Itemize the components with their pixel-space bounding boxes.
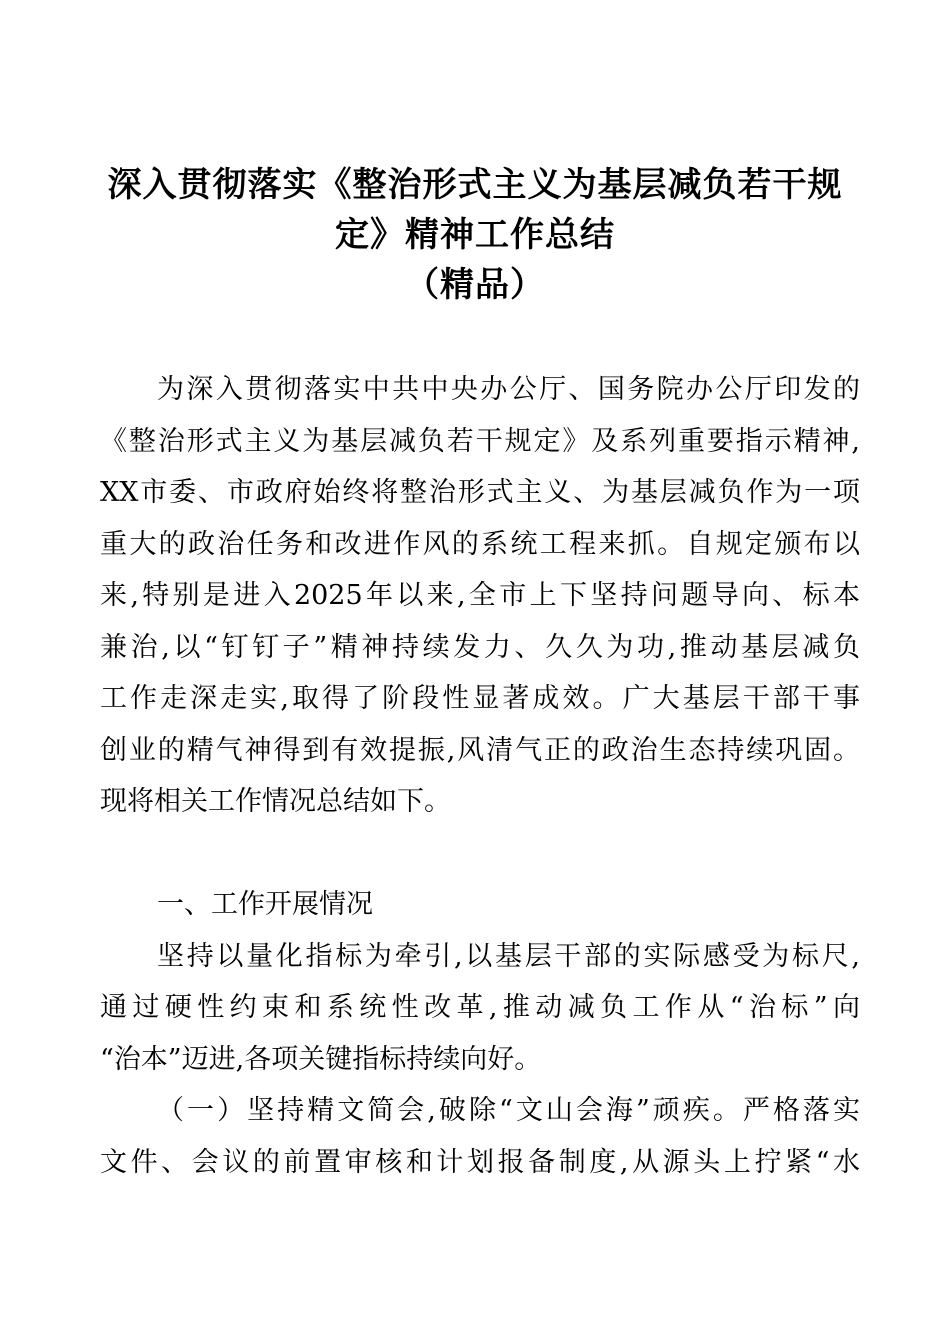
paragraph-line: 来,特别是进入2025年以来,全市上下坚持问题导向、标本	[100, 580, 860, 611]
paragraph-line: 现将相关工作情况总结如下。	[100, 786, 451, 817]
paragraph-line: 兼治,以“钉钉子”精神持续发力、久久为功,推动基层减负	[100, 631, 860, 663]
paragraph-subsection-1	[100, 1085, 860, 1188]
paragraph-line: XX市委、市政府始终将整治形式主义、为基层减负作为一项	[100, 477, 860, 508]
title-subtitle: （精品）	[405, 265, 545, 305]
blank-line	[100, 828, 860, 880]
paragraph-line: 通过硬性约束和系统性改革,推动减负工作从“治标”向	[100, 992, 860, 1023]
paragraph-line: 创业的精气神得到有效提振,风清气正的政治生态持续巩固。	[100, 734, 860, 766]
paragraph-intro	[100, 364, 860, 828]
paragraph-line: 《整治形式主义为基层减负若干规定》及系列重要指示精神,	[100, 425, 860, 457]
paragraph-overview	[100, 931, 860, 1086]
title-line: 深入贯彻落实《整治形式主义为基层减负若干规	[107, 165, 843, 205]
title-line: 定》精神工作总结	[335, 215, 615, 255]
paragraph-line: 重大的政治任务和改进作风的系统工程来抓。自规定颁布以	[100, 528, 860, 560]
paragraph-line: 坚持以量化指标为牵引,以基层干部的实际感受为标尺,	[157, 940, 860, 972]
paragraph-line: （一）坚持精文简会,破除“文山会海”顽疾。严格落实	[157, 1095, 860, 1126]
paragraph-line: 为深入贯彻落实中共中央办公厅、国务院办公厅印发的	[157, 374, 860, 405]
paragraph-line: 文件、会议的前置审核和计划报备制度,从源头上拧紧“水	[100, 1146, 860, 1178]
paragraph-line: “治本”迈进,各项关键指标持续向好。	[100, 1043, 542, 1075]
paragraph-line: 工作走深走实,取得了阶段性显著成效。广大基层干部干事	[100, 683, 860, 714]
document-body	[100, 364, 860, 1188]
document-title	[100, 160, 850, 310]
section-heading: 一、工作开展情况	[157, 889, 373, 920]
